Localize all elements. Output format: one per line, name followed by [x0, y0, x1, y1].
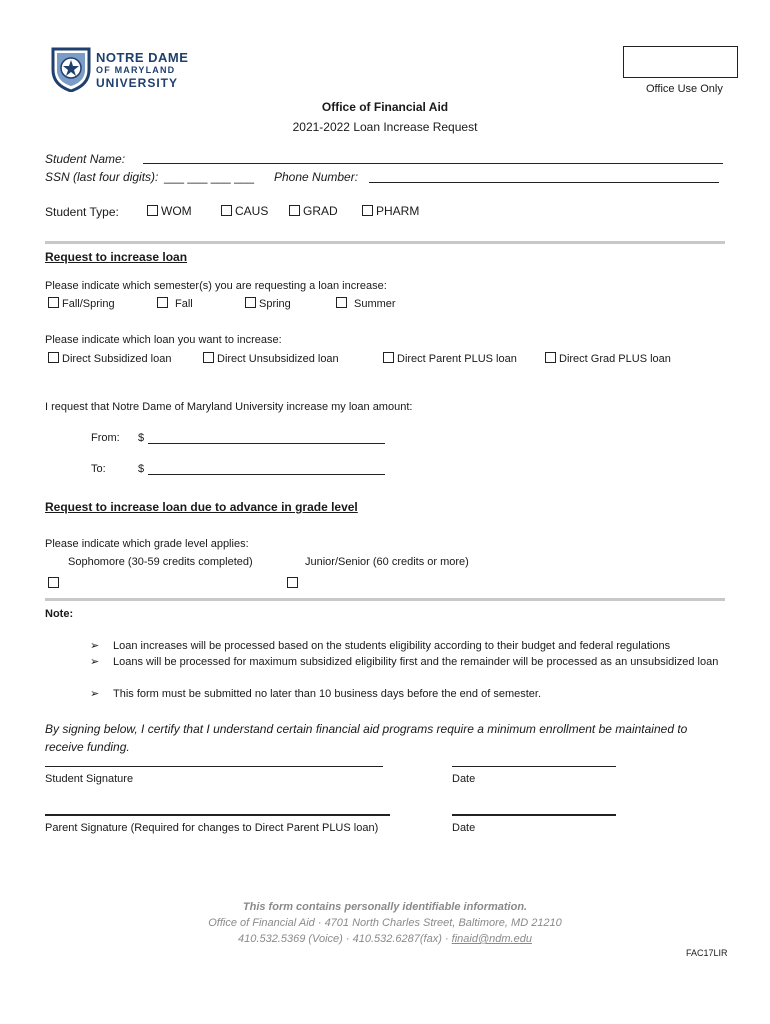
student-date-label: Date: [452, 773, 476, 785]
checkbox[interactable]: [289, 205, 300, 216]
note-item: Loan increases will be processed based on the students eligibility according to their budget and federal regulations: [113, 640, 671, 652]
contact-phone-fax: 410.532.5369 (Voice) · 410.532.6287(fax) ·: [238, 933, 452, 945]
form-title: 2021-2022 Loan Increase Request: [292, 120, 478, 134]
semester-prompt: Please indicate which semester(s) you are requesting a loan increase:: [45, 280, 387, 292]
student-name-field[interactable]: [143, 163, 723, 164]
checkbox[interactable]: [203, 352, 214, 363]
logo-line-2: OF MARYLAND: [96, 65, 176, 75]
from-currency: $: [138, 432, 145, 444]
parent-date-field[interactable]: [452, 814, 616, 816]
checkbox[interactable]: [362, 205, 373, 216]
parent-signature-label: Parent Signature (Required for changes to Direct Parent PLUS loan): [45, 822, 379, 834]
pii-notice: This form contains personally identifiable information.: [242, 901, 528, 913]
from-amount-field[interactable]: [148, 443, 385, 444]
ssn-label: SSN (last four digits):: [45, 170, 159, 184]
semester-option-fall-spring[interactable]: Fall/Spring: [48, 297, 115, 310]
type-option-grad[interactable]: GRAD: [289, 204, 338, 218]
checkbox[interactable]: [245, 297, 256, 308]
to-amount-field[interactable]: [148, 474, 385, 475]
student-name-label: Student Name:: [45, 152, 126, 166]
contact-line: [0, 933, 770, 945]
grade-label-junior-senior: Junior/Senior (60 credits or more): [305, 556, 469, 568]
note-label: Note:: [45, 608, 74, 620]
grade-prompt: Please indicate which grade level applies:: [45, 538, 249, 550]
bullet-arrow-icon: ➢: [90, 640, 100, 652]
to-label: To:: [91, 463, 106, 475]
to-currency: $: [138, 463, 145, 475]
type-option-wom[interactable]: WOM: [147, 204, 192, 218]
loan-option-unsubsidized[interactable]: Direct Unsubsidized loan: [203, 352, 339, 365]
type-option-caus[interactable]: CAUS: [221, 204, 268, 218]
checkbox[interactable]: [48, 352, 59, 363]
loan-option-subsidized[interactable]: Direct Subsidized loan: [48, 352, 171, 365]
logo-line-3: UNIVERSITY: [96, 76, 179, 90]
office-title: Office of Financial Aid: [321, 100, 449, 114]
semester-option-spring[interactable]: Spring: [245, 297, 291, 310]
loan-option-grad-plus[interactable]: Direct Grad PLUS loan: [545, 352, 671, 365]
phone-field[interactable]: [369, 182, 719, 183]
semester-option-summer[interactable]: Summer: [336, 297, 396, 310]
student-signature-label: Student Signature: [45, 773, 134, 785]
note-item: Loans will be processed for maximum subsidized eligibility first and the remainder will be processed as an unsubsidized loan: [113, 656, 719, 668]
email-link[interactable]: finaid@ndm.edu: [451, 933, 532, 945]
student-date-field[interactable]: [452, 766, 616, 767]
note-item: This form must be submitted no later than 10 business days before the end of semester.: [113, 688, 542, 700]
parent-date-label: Date: [452, 822, 476, 834]
checkbox[interactable]: [157, 297, 168, 308]
student-signature-field[interactable]: [45, 766, 383, 767]
from-label: From:: [91, 432, 120, 444]
loan-prompt: Please indicate which loan you want to increase:: [45, 334, 282, 346]
checkbox[interactable]: [221, 205, 232, 216]
student-type-label: Student Type:: [45, 205, 119, 219]
loan-option-parent-plus[interactable]: Direct Parent PLUS loan: [383, 352, 517, 365]
university-logo: [50, 46, 190, 94]
section-divider: [45, 598, 725, 601]
bullet-arrow-icon: ➢: [90, 688, 100, 700]
grade-checkbox-sophomore[interactable]: [48, 577, 59, 588]
section-heading-grade-level: Request to increase loan due to advance in grade level: [45, 500, 358, 514]
logo-line-1: NOTRE DAME: [96, 50, 189, 65]
checkbox[interactable]: [336, 297, 347, 308]
ssn-field[interactable]: ___ ___ ___ ___: [164, 170, 255, 184]
office-address: Office of Financial Aid · 4701 North Charles Street, Baltimore, MD 21210: [208, 917, 562, 929]
checkbox[interactable]: [48, 297, 59, 308]
type-option-pharm[interactable]: PHARM: [362, 204, 419, 218]
checkbox[interactable]: [147, 205, 158, 216]
amount-prompt: I request that Notre Dame of Maryland University increase my loan amount:: [45, 401, 413, 413]
semester-option-fall[interactable]: Fall: [157, 297, 193, 310]
phone-label: Phone Number:: [274, 170, 359, 184]
form-code: FAC17LIR: [686, 948, 728, 958]
bullet-arrow-icon: ➢: [90, 656, 100, 668]
checkbox[interactable]: [545, 352, 556, 363]
grade-label-sophomore: Sophomore (30-59 credits completed): [68, 556, 253, 568]
office-use-label: Office Use Only: [646, 83, 723, 95]
certification-statement: By signing below, I certify that I understand certain financial aid programs require a minimum enrollment be maintained to receive funding.: [45, 722, 688, 754]
university-seal-icon: [50, 46, 92, 92]
checkbox[interactable]: [383, 352, 394, 363]
grade-checkbox-junior-senior[interactable]: [287, 577, 298, 588]
section-heading-loan-increase: Request to increase loan: [45, 250, 188, 264]
parent-signature-field[interactable]: [45, 814, 390, 816]
section-divider: [45, 241, 725, 244]
office-use-box[interactable]: [623, 46, 738, 78]
